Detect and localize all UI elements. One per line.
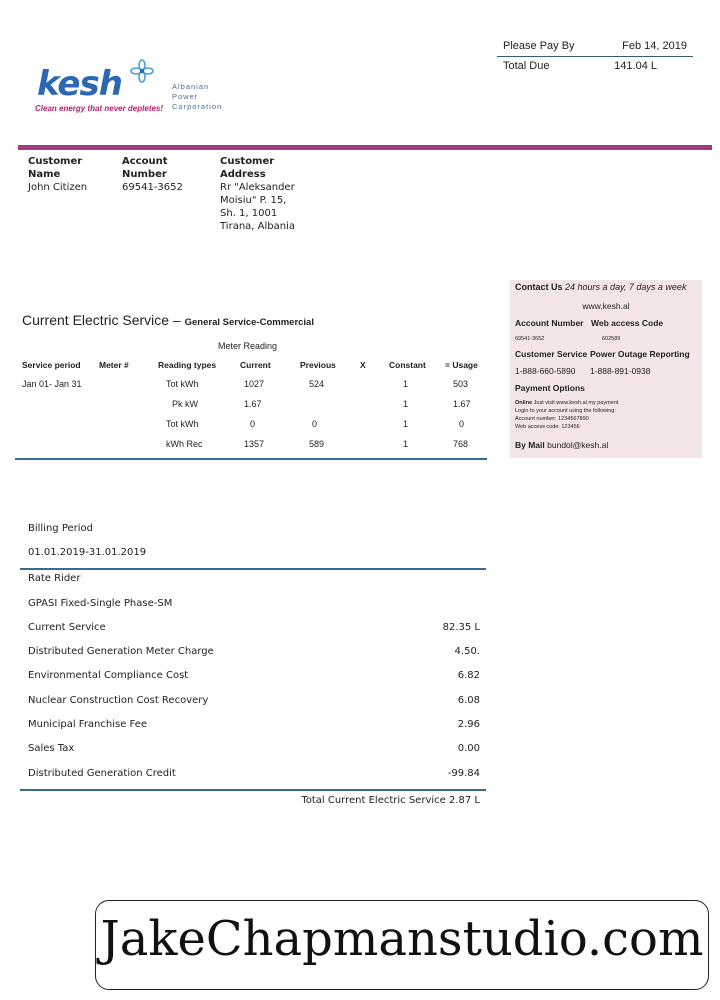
address-line-1: Rr "Aleksander <box>220 182 295 193</box>
contact-title: Contact Us 24 hours a day, 7 days a week <box>515 282 687 292</box>
account-number-value: 69541-3652 <box>122 182 183 193</box>
reading-current: 1.67 <box>244 399 262 409</box>
kesh-logo <box>33 58 243 118</box>
header-multiplier: X <box>360 360 366 370</box>
contact-website[interactable]: www.kesh.al <box>582 301 630 311</box>
contact-account-number: 69541-3652 <box>515 336 545 342</box>
billing-divider-bottom <box>20 789 486 791</box>
customer-address-label: Customer <box>220 156 275 167</box>
header-service-period: Service period <box>22 360 81 370</box>
charge-label: Distributed Generation Meter Charge <box>28 646 214 657</box>
customer-name-label: Customer <box>28 156 83 167</box>
reading-current: 1357 <box>244 439 265 449</box>
total-due-row <box>497 57 693 72</box>
contact-web-code: 602589 <box>602 336 621 342</box>
header-usage: = Usage <box>445 360 478 370</box>
contact-box <box>510 280 702 458</box>
payment-due-box <box>497 40 693 72</box>
billing-divider-top <box>20 568 486 570</box>
customer-name-block <box>28 155 87 194</box>
account-number-label-2: Number <box>122 169 167 180</box>
customer-name-label-2: Name <box>28 169 61 180</box>
corp-line-1: Albanian <box>172 82 210 91</box>
logo-wordmark: kesh <box>37 64 122 104</box>
reading-current: 0 <box>250 419 256 429</box>
mail-payment-info: By Mail bundol@kesh.al <box>515 440 609 450</box>
mail-email[interactable]: bundol@kesh.al <box>547 440 609 450</box>
service-period-value: Jan 01- Jan 31 <box>22 379 82 389</box>
reading-type: kWh Rec <box>166 439 203 449</box>
meter-reading-label: Meter Reading <box>218 341 278 351</box>
reading-previous: 589 <box>309 439 325 449</box>
header-divider <box>18 145 712 150</box>
reading-previous: 524 <box>309 379 325 389</box>
service-title: Current Electric Service – General Service-Commercial <box>22 312 314 328</box>
header-reading-types: Reading types <box>158 360 217 370</box>
charge-label: Environmental Compliance Cost <box>28 670 189 681</box>
logo-tagline: Clean energy that never depletes! <box>35 104 164 113</box>
total-due-value: 141.04 L <box>614 60 657 72</box>
pay-by-date: Feb 14, 2019 <box>622 40 687 52</box>
reading-constant: 1 <box>403 379 409 389</box>
rate-rider-label: Rate Rider <box>28 573 81 584</box>
reading-usage: 0 <box>459 419 465 429</box>
pay-by-label: Please Pay By <box>503 40 575 52</box>
charge-value: 6.82 <box>457 670 480 681</box>
charge-value: 2.96 <box>457 719 480 730</box>
customer-address-block <box>220 155 295 233</box>
online-payment-info: Online Just visit www.kesh.al my payment Login to your account using the following: Account number: 1234567890 Web access code: 123456 <box>515 400 619 430</box>
customer-name-value: John Citizen <box>28 182 88 193</box>
power-outage-heading: Power Outage Reporting <box>590 349 690 359</box>
address-line-2: Moisiu" P. 15, <box>220 195 287 206</box>
total-due-label: Total Due <box>503 60 550 72</box>
address-line-3: Sh. 1, 1001 <box>220 208 278 219</box>
flower-icon <box>129 58 155 84</box>
pay-by-row <box>497 40 693 57</box>
reading-constant: 1 <box>403 419 409 429</box>
header-meter-number: Meter # <box>99 360 129 370</box>
watermark-banner <box>95 900 709 990</box>
charge-label: Sales Tax <box>28 743 75 754</box>
charge-label: Current Service <box>28 622 106 633</box>
corp-line-3: Corporation <box>172 102 223 111</box>
web-access-code-heading: Web access Code <box>591 318 664 328</box>
logo-corporation <box>172 82 222 112</box>
charge-value: 6.08 <box>457 695 480 706</box>
charge-value: 82.35 L <box>442 622 480 633</box>
account-number-label: Account <box>122 156 168 167</box>
reading-usage: 503 <box>453 379 469 389</box>
reading-type: Tot kWh <box>166 419 199 429</box>
reading-constant: 1 <box>403 439 409 449</box>
customer-service-phone[interactable]: 1-888-660-5890 <box>515 366 576 376</box>
charge-label: Municipal Franchise Fee <box>28 719 148 730</box>
reading-previous: 0 <box>312 419 318 429</box>
reading-current: 1027 <box>244 379 265 389</box>
reading-type: Pk kW <box>172 399 198 409</box>
account-number-heading: Account Number <box>515 318 584 328</box>
charge-value: -99.84 <box>447 768 480 779</box>
service-subtitle: General Service-Commercial <box>184 317 314 328</box>
rate-rider-value: GPASI Fixed-Single Phase-SM <box>28 598 173 609</box>
billing-period-label: Billing Period <box>28 523 94 534</box>
total-current-service: Total Current Electric Service 2.87 L <box>301 795 480 806</box>
header-current: Current <box>240 360 271 370</box>
service-divider <box>15 458 487 460</box>
watermark-text: JakeChapmanstudio.com <box>100 911 704 967</box>
reading-constant: 1 <box>403 399 409 409</box>
payment-options-heading: Payment Options <box>515 383 585 393</box>
reading-type: Tot kWh <box>166 379 199 389</box>
customer-address-label-2: Address <box>220 169 266 180</box>
billing-period-value: 01.01.2019-31.01.2019 <box>28 547 147 558</box>
reading-usage: 1.67 <box>453 399 471 409</box>
corp-line-2: Power <box>172 92 199 101</box>
charge-value: 0.00 <box>457 743 480 754</box>
customer-service-heading: Customer Service <box>515 349 588 359</box>
header-previous: Previous <box>300 360 336 370</box>
reading-usage: 768 <box>453 439 469 449</box>
charge-value: 4.50. <box>454 646 480 657</box>
charge-label: Nuclear Construction Cost Recovery <box>28 695 209 706</box>
charge-label: Distributed Generation Credit <box>28 768 176 779</box>
address-line-4: Tirana, Albania <box>220 221 295 232</box>
account-number-block <box>122 155 183 194</box>
outage-phone[interactable]: 1-888-891-0938 <box>590 366 651 376</box>
header-constant: Constant <box>389 360 426 370</box>
